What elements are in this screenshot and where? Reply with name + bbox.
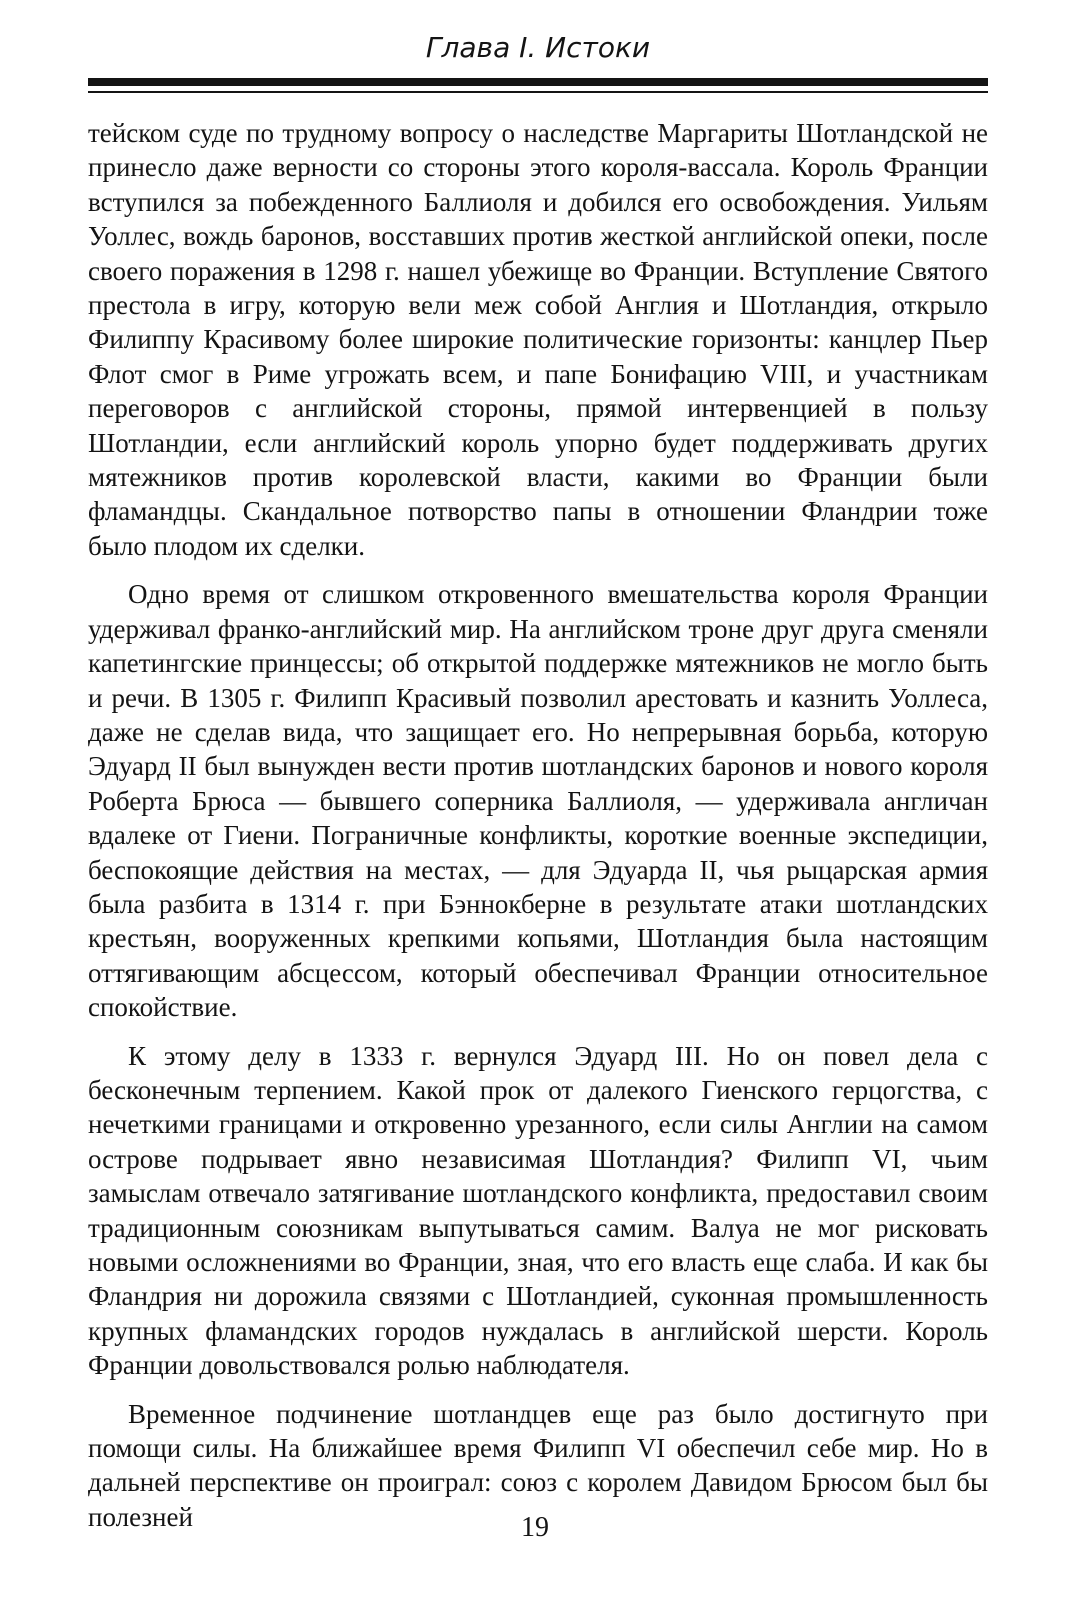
body-text [88, 116, 988, 1548]
page-number: 19 [521, 1512, 549, 1543]
header-rule-thick [88, 78, 988, 86]
paragraph: Временное подчинение шотландцев еще раз было достигнуто при помощи силы. На ближайшее время Филипп VI обеспечил себе мир. Но в дальней перспективе он проиграл: союз с королем Давидом Брюсом был бы полезней [88, 1398, 988, 1532]
paragraph: Одно время от слишком откровенного вмешательства короля Франции удерживал франко-английский мир. На английском троне друг друга сменяли капетингские принцессы; об открытой поддержке мятежников не могло быть и речи. В 1305 г. Филипп Красивый позволил арестовать и казнить Уоллеса, даже не сделав вида, что защищает его. Но непрерывная борьба, которую Эдуард II был вынужден вести против шотландских баронов и нового короля Роберта Брюса — бывшего соперника Баллиоля, — удерживала англичан вдалеке от Гиени. Пограничные конфликты, короткие военные экспедиции, беспокоящие действия на местах, — для Эдуарда II, чья рыцарская армия была разбита в 1314 г. при Бэннокберне в результате атаки шотландских крестьян, вооруженных крепкими копьями, Шотландия была настоящим оттягивающим абсцессом, который обеспечивал Франции относительное спокойствие. [88, 579, 988, 1023]
paragraph: К этому делу в 1333 г. вернулся Эдуард III. Но он повел дела с бесконечным терпением. Какой прок от далекого Гиенского герцогства, с нечеткими границами и откровенно урезанного, если силы Англии на самом острове подрывает явно независимая Шотландия? Филипп VI, чьим замыслам отвечало затягивание шотландского конфликта, предоставил своим традиционным союзникам выпутываться самим. Валуа не мог рисковать новыми осложнениями во Франции, зная, что его власть еще слаба. И как бы Фландрия ни дорожила связями с Шотландией, суконная промышленность крупных фламандских городов нуждалась в английской шерсти. Король Франции довольствовался ролью наблюдателя. [88, 1040, 988, 1381]
header-rule-thin [88, 91, 988, 93]
running-header: Глава I. Истоки [425, 31, 651, 64]
paragraph: тейском суде по трудному вопросу о наследстве Маргариты Шотландской не принесло даже верности со стороны этого короля-вассала. Король Франции вступился за побежденного Баллиоля и добился его освобождения. Уильям Уоллес, вождь баронов, восставших против жесткой английской опеки, после своего поражения в 1298 г. нашел убежище во Франции. Вступление Святого престола в игру, которую вели меж собой Англия и Шотландия, открыло Филиппу Красивому более широкие политические горизонты: канцлер Пьер Флот смог в Риме угрожать всем, и папе Бонифацию VIII, и участникам переговоров с английской стороны, прямой интервенцией в пользу Шотландии, если английский король упорно будет поддерживать других мятежников против королевской власти, какими во Франции были фламандцы. Скандальное потворство папы в отношении Фландрии тоже было плодом их сделки. [88, 118, 988, 561]
